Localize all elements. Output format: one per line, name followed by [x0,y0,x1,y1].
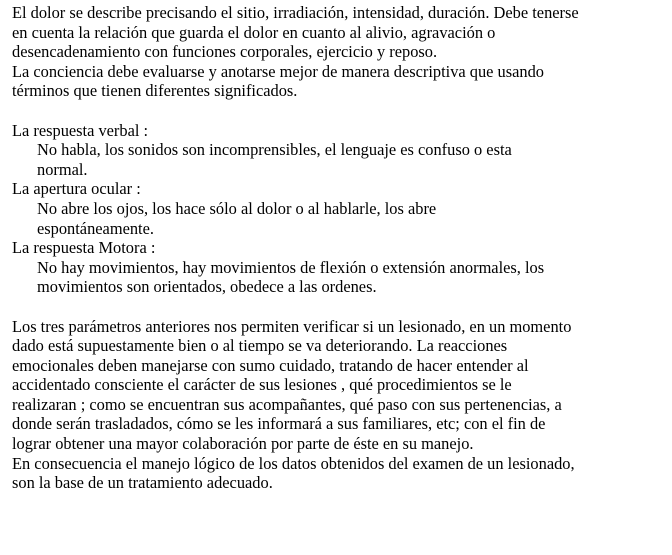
section-heading-motor: La respuesta Motora : [12,238,156,258]
section-motor-response [12,238,668,297]
paragraph-pain-description [12,3,668,62]
text-line: normal. [37,159,88,179]
text-line: en cuenta la relación que guarda el dolor en cuanto al alivio, agravación o [12,22,496,42]
text-line: términos que tienen diferentes significados. [12,81,298,101]
text-line: En consecuencia el manejo lógico de los datos obtenidos del examen de un lesionado, [12,453,575,473]
text-line: dado está supuestamente bien o al tiempo se va deteriorando. La reacciones [12,336,508,356]
text-line: donde serán trasladados, cómo se les informará a sus familiares, etc; con el fin de [12,414,546,434]
text-line: movimientos son orientados, obedece a las ordenes. [37,277,377,297]
text-line: emocionales deben manejarse con sumo cuidado, tratando de hacer entender al [12,355,529,375]
text-line: No habla, los sonidos son incomprensibles, el lenguaje es confuso o esta [37,140,512,160]
text-line: son la base de un tratamiento adecuado. [12,473,273,493]
text-line: El dolor se describe precisando el sitio, irradiación, intensidad, duración. Debe tenerse [12,3,579,22]
text-line: espontáneamente. [37,218,154,238]
section-heading-verbal: La respuesta verbal : [12,120,149,140]
section-verbal-response [12,121,668,180]
text-line: lograr obtener una mayor colaboración por parte de éste en su manejo. [12,434,474,454]
text-line: Los tres parámetros anteriores nos permiten verificar si un lesionado, en un momento [12,316,572,336]
spacer [12,297,668,317]
text-line: accidentado consciente el carácter de sus lesiones , qué procedimientos se le [12,375,512,395]
section-ocular-opening [12,179,668,238]
document-page [12,3,668,493]
paragraph-conclusion [12,454,668,493]
text-line: No abre los ojos, los hace sólo al dolor o al hablarle, los abre [37,198,437,218]
paragraph-parameters [12,317,668,454]
text-line: No hay movimientos, hay movimientos de flexión o extensión anormales, los [37,257,545,277]
spacer [12,101,668,121]
section-heading-ocular: La apertura ocular : [12,179,141,199]
text-line: La conciencia debe evaluarse y anotarse mejor de manera descriptiva que usando [12,61,544,81]
text-line: realizaran ; como se encuentran sus acompañantes, qué paso con sus pertenencias, a [12,394,562,414]
text-line: desencadenamiento con funciones corporales, ejercicio y reposo. [12,42,438,62]
paragraph-consciousness [12,62,668,101]
